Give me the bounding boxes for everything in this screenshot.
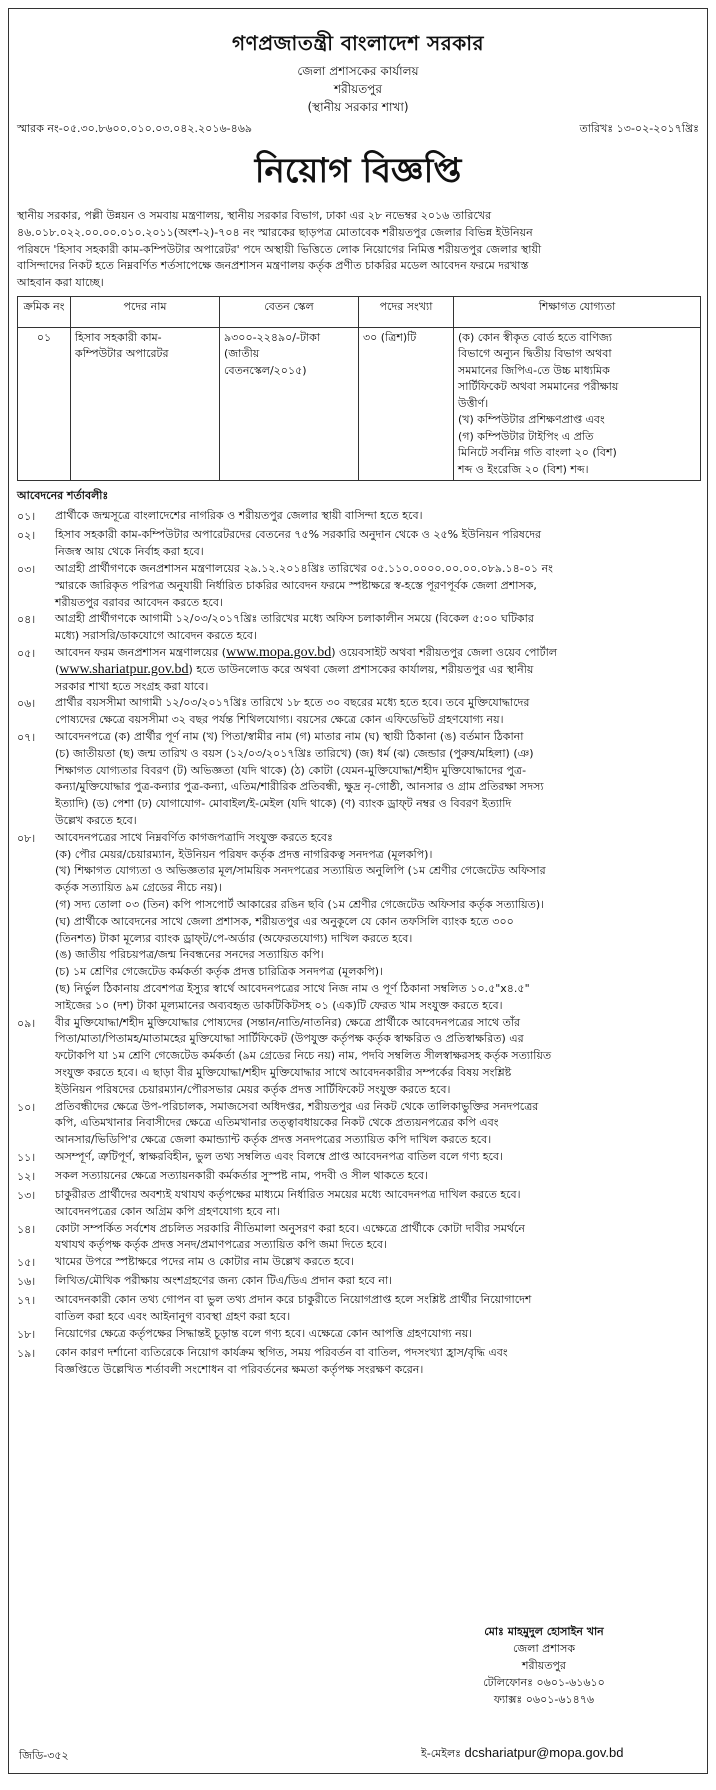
intro-line: আহবান করা যাচ্ছে। xyxy=(17,276,104,290)
condition-number: ১২। xyxy=(17,1169,36,1183)
condition-number: ০১। xyxy=(17,510,36,524)
condition-line: (চ) জাতীয়তা (ছ) জন্ম তারিখ ও বয়স (১২/০৩/২০১৭খ্রিঃ তারিখে) (জ) ধর্ম (ঝ) জেন্ডার (পুরুষ/মহিলা) (ঞ) xyxy=(55,746,534,760)
signatory-place: শরীয়তপুর xyxy=(522,1659,566,1672)
condition-number: ১৭। xyxy=(17,1294,36,1308)
condition-line: আগ্রহী প্রার্থীগণকে আগামী ১২/০৩/২০১৭খ্রিঃ তারিখের মধ্যে অফিস চলাকালীন সময়ে (বিকেল ৫:০০ ঘটিকার xyxy=(55,612,534,626)
condition-item xyxy=(17,695,699,729)
condition-line: অসম্পূর্ণ, ত্রুটিপূর্ণ, স্বাক্ষরবিহীন, ভুল তথ্য সম্বলিত এবং বিলম্বে প্রাপ্ত আবেদনপত্র বাতিল বলে গণ্য হবে। xyxy=(55,1149,503,1163)
condition-item xyxy=(17,1015,699,1099)
condition-text xyxy=(55,611,699,645)
line-part: ( xyxy=(55,662,60,676)
condition-text xyxy=(55,1149,699,1168)
condition-line: ইত্যাদি) (ড) পেশা (ঢ) যোগাযোগ- মোবাইল/ই-মেইল (যদি থাকে) (ণ) ব্যাংক ড্রাফ্‌ট নম্বর ও বিবরণ ইত্যাদি xyxy=(55,797,512,811)
condition-number: ০৯। xyxy=(17,1016,36,1030)
condition-text xyxy=(55,1168,699,1187)
condition-item xyxy=(17,645,699,695)
condition-line: সাইজের ১০ (দশ) টাকা মূল্যমানের অব্যবহৃত ডাকটিকিটসহ ০১ (এক)টি ফেরত খাম সংযুক্ত করতে হবে। xyxy=(55,998,503,1012)
condition-item xyxy=(17,561,699,611)
condition-item xyxy=(17,1168,699,1187)
condition-line: সকল সত্যায়নের ক্ষেত্রে সত্যায়নকারী কর্মকর্তার সুস্পষ্ট নাম, পদবী ও সীল থাকতে হবে। xyxy=(55,1168,428,1182)
job-table xyxy=(17,296,701,482)
condition-line: চাকুরীরত প্রার্থীদের অবশ্যই যথাযথ কর্তৃপক্ষের মাধ্যমে নির্ধারিত সময়ের মধ্যে আবেদনপত্র দাখিল করতে হবে। xyxy=(55,1187,521,1201)
condition-line: বীর মুক্তিযোদ্ধা/শহীদ মুক্তিযোদ্ধার পোষ্যদের (সন্তান/নাতি/নাতনির) ক্ষেত্রে প্রার্থীকে আবেদনপত্রের সাথে তাঁর xyxy=(55,1015,521,1029)
condition-line: যথাযথ কর্তৃপক্ষ কর্তৃক প্রদত্ত সনদ/প্রমাণপত্রের সত্যায়িত কপি জমা দিতে হবে। xyxy=(55,1238,387,1252)
condition-line: (ছ) নির্ভুল ঠিকানায় প্রবেশপত্র ইস্যুর স্বার্থে আবেদনপত্রের সাথে নিজ নাম ও পূর্ণ ঠিকানা সম্বলিত ১০.৫"x৪.৫" xyxy=(55,982,530,995)
district-name: শরীয়তপুর xyxy=(334,82,382,96)
line-part: আবেদন ফরম জনপ্রশাসন মন্ত্রণালয়ের ( xyxy=(55,646,227,660)
scale-line: (জাতীয় xyxy=(224,347,260,361)
condition-number: ০৭। xyxy=(17,731,36,745)
qual-line: শব্দ ও ইংরেজি ২০ (বিশ) শব্দ। xyxy=(458,462,589,476)
condition-line: (তিনশত) টাকা মূল্যের ব্যাংক ড্রাফ্‌ট/পে-অর্ডার (অফেরতযোগ্য) দাখিল করতে হবে। xyxy=(55,931,413,945)
email-label: ই-মেইলঃ xyxy=(421,1747,462,1760)
signatory-phone: টেলিফোনঃ ০৬০১-৬১৬১০ xyxy=(483,1676,605,1689)
condition-item xyxy=(17,1099,699,1149)
condition-item xyxy=(17,1187,699,1221)
condition-number: ১১। xyxy=(17,1150,36,1164)
condition-line: উল্লেখ করতে হবে। xyxy=(55,814,137,828)
cell-scale xyxy=(220,327,359,481)
condition-line: প্রার্থীকে জন্মসূত্রে বাংলাদেশের নাগরিক ও শরীয়তপুর জেলার স্থায়ী বাসিন্দা হতে হবে। xyxy=(55,509,423,523)
condition-line: কপি, এতিমখানার নিবাসীদের ক্ষেত্রে এতিমখানার তত্ত্বাবধায়কের নিকট থেকে প্রত্যয়নপত্রের কপি এবং xyxy=(55,1116,499,1130)
condition-number: ১৩। xyxy=(17,1188,36,1202)
notice-page xyxy=(8,8,708,1774)
memo-row xyxy=(9,116,707,139)
condition-text xyxy=(55,830,699,1015)
branch-name: (স্থানীয় সরকার শাখা) xyxy=(307,100,409,114)
condition-text xyxy=(55,1254,699,1273)
condition-line: কন্যা/মুক্তিযোদ্ধার পুত্র-কন্যার পুত্র-কন্যা, এতিম/শারীরিক প্রতিবন্ধী, ক্ষুদ্র নৃ-গোষ্ঠী, আনসার ও গ্রাম প্রতিরক্ষা সদস্য xyxy=(55,780,544,794)
qual-line: মিনিটে সর্বনিম্ন গতি বাংলা ২০ (বিশ) xyxy=(458,446,617,460)
condition-number: ০৩। xyxy=(17,563,36,577)
condition-text xyxy=(55,1326,699,1345)
condition-text xyxy=(55,645,699,695)
condition-line: আবেদনপত্রের সাথে নিম্নবর্ণিত কাগজপত্রাদি সংযুক্ত করতে হবেঃ xyxy=(55,830,333,844)
condition-line xyxy=(55,645,699,662)
email-address[interactable]: dcshariatpur@mopa.gov.bd xyxy=(464,1745,624,1760)
condition-line: খামের উপরে স্পষ্টাক্ষরে পদের নাম ও কোটার নাম উল্লেখ করতে হবে। xyxy=(55,1255,355,1269)
condition-line: (খ) শিক্ষাগত যোগ্যতা ও অভিজ্ঞতার মূল/সাময়িক সনদপত্রের সত্যায়িত অনুলিপি (১ম শ্রেণীর গেজেটেড অফিসার xyxy=(55,864,546,878)
condition-line: পিতা/মাতা/পিতামহ/মাতামহের মুক্তিযোদ্ধা সার্টিফিকেট (উপযুক্ত কর্তৃপক্ষ কর্তৃক স্বাক্ষরিত ও প্রতিস্বাক্ষরিত) এর xyxy=(55,1032,524,1046)
condition-line: স্মারকে জারিকৃত পরিপত্র অনুযায়ী নির্ধারিত চাকরির আবেদন ফরমে স্পষ্টাক্ষরে স্ব-হস্তে পূরণপূর্বক জেলা প্রশাসক, xyxy=(55,578,537,592)
intro-paragraph xyxy=(9,208,707,292)
condition-line: বাতিল করা হবে এবং আইনানুগ ব্যবস্থা গ্রহণ করা হবে। xyxy=(55,1309,291,1323)
qual-line: সার্টিফিকেট অথবা সমমানের পরীক্ষায় xyxy=(458,380,619,394)
line-part: ) হতে ডাউনলোড করে অথবা জেলা প্রশাসকের কার্যালয়, শরীয়তপুর এর স্থানীয় xyxy=(188,662,534,676)
condition-text xyxy=(55,729,699,830)
memo-date: তারিখঃ ১৩-০২-২০১৭খ্রিঃ xyxy=(579,122,699,135)
header xyxy=(9,29,707,116)
condition-text xyxy=(55,1345,699,1379)
post-line: হিসাব সহকারী কাম- xyxy=(75,330,162,344)
cell-qualification xyxy=(454,327,701,481)
condition-text xyxy=(55,527,699,561)
condition-text xyxy=(55,508,699,527)
condition-line: আগ্রহী প্রার্থীগণকে জনপ্রশাসন মন্ত্রণালয়ের ২৯.১২.২০১৪খ্রিঃ তারিখের ০৫.১১০.০০০০.০০.০০.০৮৯.১৪-০১ নং xyxy=(55,562,553,576)
condition-line: বিজ্ঞপ্তিতে উল্লেখিত শর্তাবলী সংশোধন বা পরিবর্তনের ক্ষমতা কর্তৃপক্ষ সংরক্ষণ করেন। xyxy=(55,1362,424,1376)
col-count: পদের সংখ্যা xyxy=(359,296,454,327)
condition-line: নিয়োগের ক্ষেত্রে কর্তৃপক্ষের সিদ্ধান্তই চূড়ান্ত বলে গণ্য হবে। এক্ষেত্রে কোন আপত্তি গ্রহণযোগ্য নয়। xyxy=(55,1326,473,1340)
condition-number: ১৬। xyxy=(17,1275,36,1289)
condition-line: কোন কারণ দর্শানো ব্যতিরেকে নিয়োগ কার্যক্রম স্থগিত, সময় পরিবর্তন বা বাতিল, পদসংখ্যা হ্রাস/বৃদ্ধি এবং xyxy=(55,1345,508,1359)
condition-number: ০৫। xyxy=(17,647,36,661)
condition-line: কর্তৃক সত্যায়িত ৯ম গ্রেডের নীচে নয়)। xyxy=(55,881,222,895)
office-name: জেলা প্রশাসকের কার্যালয় xyxy=(297,64,419,78)
col-serial: ক্রমিক নং xyxy=(18,296,71,327)
condition-item xyxy=(17,1273,699,1292)
condition-text xyxy=(55,1187,699,1221)
condition-line: শিক্ষাগত যোগ্যতার বিবরণ (ট) অভিজ্ঞতা (যদি থাকে) (ঠ) কোটা (যেমন-মুক্তিযোদ্ধা/শহীদ মুক্তিযোদ্ধাদের পুত্র- xyxy=(55,763,527,777)
condition-text xyxy=(55,1015,699,1099)
condition-item xyxy=(17,611,699,645)
condition-line: ইউনিয়ন পরিষদের চেয়ারম্যান/পৌরসভার মেয়র কর্তৃক প্রদত্ত সার্টিফিকেট সংযুক্ত করতে হবে। xyxy=(55,1082,451,1096)
signatory-name: মোঃ মাহমুদুল হোসাইন খান xyxy=(484,1625,604,1638)
condition-item xyxy=(17,830,699,1015)
condition-text xyxy=(55,1273,699,1292)
condition-line: প্রতিবন্ধীদের ক্ষেত্রে উপ-পরিচালক, সমাজসেবা অধিদপ্তর, শরীয়তপুর এর নিকট থেকে তালিকাভুক্তির সনদপত্রের xyxy=(55,1099,539,1113)
qual-line: সমমানের জিপিএ-তে উচ্চ মাধ্যমিক xyxy=(458,363,610,377)
intro-line: পরিষদে 'হিসাব সহকারী কাম-কম্পিউটার অপারেটর' পদে অস্থায়ী ভিত্তিতে লোক নিয়োগের নিমিত্ত শরীয়তপুর জেলার স্থায়ী xyxy=(17,242,542,256)
condition-line: প্রার্থীর বয়সসীমা আগামী ১২/০৩/২০১৭খ্রিঃ তারিখে ১৮ হতে ৩০ বছরের মধ্যে হতে হবে। তবে মুক্তিযোদ্ধাদের xyxy=(55,696,530,710)
col-qualification: শিক্ষাগত যোগ্যতা xyxy=(454,296,701,327)
intro-line: ৪৬.০১৮.০২২.০০.০০.০১০.২০১১(অংশ-২)-৭০৪ নং স্মারকের ছাড়পত্র মোতাবেক শরীয়তপুর জেলার বিভিন্ন ইউনিয়ন xyxy=(17,225,533,239)
condition-item xyxy=(17,1292,699,1326)
signature-block xyxy=(429,1623,659,1708)
condition-line: লিখিত/মৌখিক পরীক্ষায় অংশগ্রহণের জন্য কোন টিএ/ডিএ প্রদান করা হবে না। xyxy=(55,1274,393,1288)
post-line: কম্পিউটার অপারেটর xyxy=(75,347,169,361)
condition-item xyxy=(17,527,699,561)
condition-line: (চ) ১ম শ্রেণির গেজেটেড কর্মকর্তা কর্তৃক প্রদত্ত চারিত্রিক সনদপত্র (মূলকপি)। xyxy=(55,965,383,979)
conditions-list xyxy=(17,508,699,1378)
condition-item xyxy=(17,1149,699,1168)
condition-line: নিজস্ব আয় থেকে নির্বাহ করা হবে। xyxy=(55,545,204,559)
intro-line: স্থানীয় সরকার, পল্লী উন্নয়ন ও সমবায় মন্ত্রণালয়, স্থানীয় সরকার বিভাগ, ঢাকা এর ২৮ নভেম্বর ২০১৬ তারিখের xyxy=(17,209,492,222)
condition-number: ০২। xyxy=(17,529,36,543)
notice-title: নিয়োগ বিজ্ঞপ্তি xyxy=(254,151,462,191)
condition-line: ফটোকপি যা ১ম শ্রেণি গেজেটেড কর্মকর্তা (৯ম গ্রেডের নিচে নয়) নাম, পদবি সম্বলিত সীলস্বাক্ষরসহ কর্তৃক সত্যায়িত xyxy=(55,1049,552,1063)
condition-number: ১৪। xyxy=(17,1222,36,1236)
condition-number: ০৮। xyxy=(17,831,36,845)
condition-line xyxy=(55,662,699,679)
condition-item xyxy=(17,508,699,527)
scale-line: ৯৩০০-২২৪৯০/-টাকা xyxy=(224,330,321,344)
table-row xyxy=(18,327,701,481)
condition-text xyxy=(55,1221,699,1255)
condition-number: ১৮। xyxy=(17,1327,36,1341)
condition-number: ১০। xyxy=(17,1100,36,1114)
condition-text xyxy=(55,1099,699,1149)
email-row xyxy=(421,1745,623,1764)
condition-line: (ঘ) প্রার্থীকে আবেদনের সাথে জেলা প্রশাসক, শরীয়তপুর এর অনুকূলে যে কোন তফসিলি ব্যাংক হতে ৩০০ xyxy=(55,914,514,928)
condition-line: (ঙ) জাতীয় পরিচয়পত্র/জন্ম নিবন্ধনের সনদের সত্যায়িত কপি। xyxy=(55,948,324,962)
condition-text xyxy=(55,1292,699,1326)
shariatpur-link[interactable]: www.shariatpur.gov.bd xyxy=(59,661,189,677)
line-part: ) ওয়েবসাইট অথবা শরীয়তপুর জেলা ওয়েব পোর্টাল xyxy=(331,646,557,660)
condition-line: শরীয়তপুর বরাবর আবেদন করতে হবে। xyxy=(55,595,223,609)
scale-line: বেতনস্কেল/২০১৫) xyxy=(224,363,307,377)
conditions-title: আবেদনের শর্তাবলীঃ xyxy=(17,489,109,503)
condition-line: কোটা সম্পর্কিত সর্বশেষ প্রচলিত সরকারি নীতিমালা অনুসরণ করা হবে। এক্ষেত্রে প্রার্থীকে কোটা দাবীর সমর্থনে xyxy=(55,1221,525,1235)
mopa-link[interactable]: www.mopa.gov.bd xyxy=(226,645,332,661)
qual-line: উত্তীর্ণ। xyxy=(458,396,489,410)
condition-line: (ক) পৌর মেয়র/চেয়ারম্যান, ইউনিয়ন পরিষদ কর্তৃক প্রদত্ত নাগরিকত্ব সনদপত্র (মূলকপি)। xyxy=(55,847,433,861)
qual-line: (গ) কম্পিউটার টাইপিং এ প্রতি xyxy=(458,429,594,443)
condition-line: আবেদনপত্রের কোন অগ্রিম কপি গ্রহণযোগ্য হবে না। xyxy=(55,1204,280,1218)
condition-line: আনসার/ভিডিপি'র ক্ষেত্রে জেলা কমান্ড্যান্ট কর্তৃক প্রদত্ত সনদপত্রের সত্যায়িত কপি দাখিল করতে হবে। xyxy=(55,1133,492,1147)
condition-text xyxy=(55,695,699,729)
signatory-fax: ফ্যাক্সঃ ০৬০১-৬১৪৭৬ xyxy=(493,1693,595,1706)
condition-line: মধ্যে) সরাসরি/ডাকযোগে আবেদন করতে হবে। xyxy=(55,629,257,643)
condition-item xyxy=(17,729,699,830)
condition-number: ০৪। xyxy=(17,613,36,627)
condition-number: ০৬। xyxy=(17,697,36,711)
intro-line: বাসিন্দাদের নিকট হতে নিম্নবর্ণিত শর্তসাপেক্ষে জনপ্রশাসন মন্ত্রণালয় কর্তৃক প্রণীত চাকরির মডেল আবেদন ফরমে দরখাস্ত xyxy=(17,259,529,273)
condition-line: সরকার শাখা হতে সংগ্রহ করা যাবে। xyxy=(55,679,209,693)
condition-number: ১৯। xyxy=(17,1346,36,1360)
col-scale: বেতন স্কেল xyxy=(220,296,359,327)
cell-count: ৩০ (ত্রিশ)টি xyxy=(359,327,454,481)
qual-line: (ক) কোন স্বীকৃত বোর্ড হতে বাণিজ্য xyxy=(458,330,612,344)
cell-serial: ০১ xyxy=(18,327,71,481)
qual-line: বিভাগে অন্যুন দ্বিতীয় বিভাগ অথবা xyxy=(458,347,612,361)
col-post: পদের নাম xyxy=(71,296,220,327)
signatory-designation: জেলা প্রশাসক xyxy=(512,1642,576,1655)
condition-text xyxy=(55,561,699,611)
condition-line: (গ) সদ্য তোলা ০৩ (তিন) কপি পাসপোর্ট আকারের রঙিন ছবি (১ম শ্রেণীর গেজেটেড অফিসার কর্তৃক সত্যায়িত)। xyxy=(55,898,545,912)
condition-item xyxy=(17,1345,699,1379)
condition-line: আবেদনকারী কোন তথ্য গোপন বা ভুল তথ্য প্রদান করে চাকুরীতে নিয়োগপ্রাপ্ত হলে সংশ্লিষ্ট প্রার্থীর নিয়োগাদেশ xyxy=(55,1293,532,1307)
condition-number: ১৫। xyxy=(17,1256,36,1270)
condition-line: পোষ্যদের ক্ষেত্রে বয়সসীমা ৩২ বছর পর্যন্ত শিথিলযোগ্য। বয়সের ক্ষেত্রে কোন এফিডেভিট গ্রহণযোগ্য নয়। xyxy=(55,713,504,727)
footer-code: জিডি-৩৫২ xyxy=(19,1749,69,1762)
condition-line: সংযুক্ত করতে হবে। এ ছাড়া বীর মুক্তিযোদ্ধা/শহীদ মুক্তিযোদ্ধার সাথে আবেদনকারীর সম্পর্কের বিষয় সংশ্লিষ্ট xyxy=(55,1065,512,1079)
govt-title: গণপ্রজাতন্ত্রী বাংলাদেশ সরকার xyxy=(232,31,484,55)
cell-post xyxy=(71,327,220,481)
table-header-row xyxy=(18,296,701,327)
qual-line: (খ) কম্পিউটার প্রশিক্ষণপ্রাপ্ত এবং xyxy=(458,413,605,427)
condition-item xyxy=(17,1326,699,1345)
condition-item xyxy=(17,1221,699,1255)
condition-line: আবেদনপত্রে (ক) প্রার্থীর পূর্ণ নাম (খ) পিতা/স্বামীর নাম (গ) মাতার নাম (ঘ) স্থায়ী ঠিকানা (ঙ) বর্তমান ঠিকানা xyxy=(55,730,524,744)
memo-number: স্মারক নং-০৫.৩০.৮৬০০.০১০.০৩.০৪২.২০১৬-৪৬৯ xyxy=(17,122,253,135)
condition-item xyxy=(17,1254,699,1273)
condition-line: হিসাব সহকারী কাম-কম্পিউটার অপারেটরদের বেতনের ৭৫% সরকারি অনুদান থেকে ও ২৫% ইউনিয়ন পরিষদের xyxy=(55,528,542,542)
